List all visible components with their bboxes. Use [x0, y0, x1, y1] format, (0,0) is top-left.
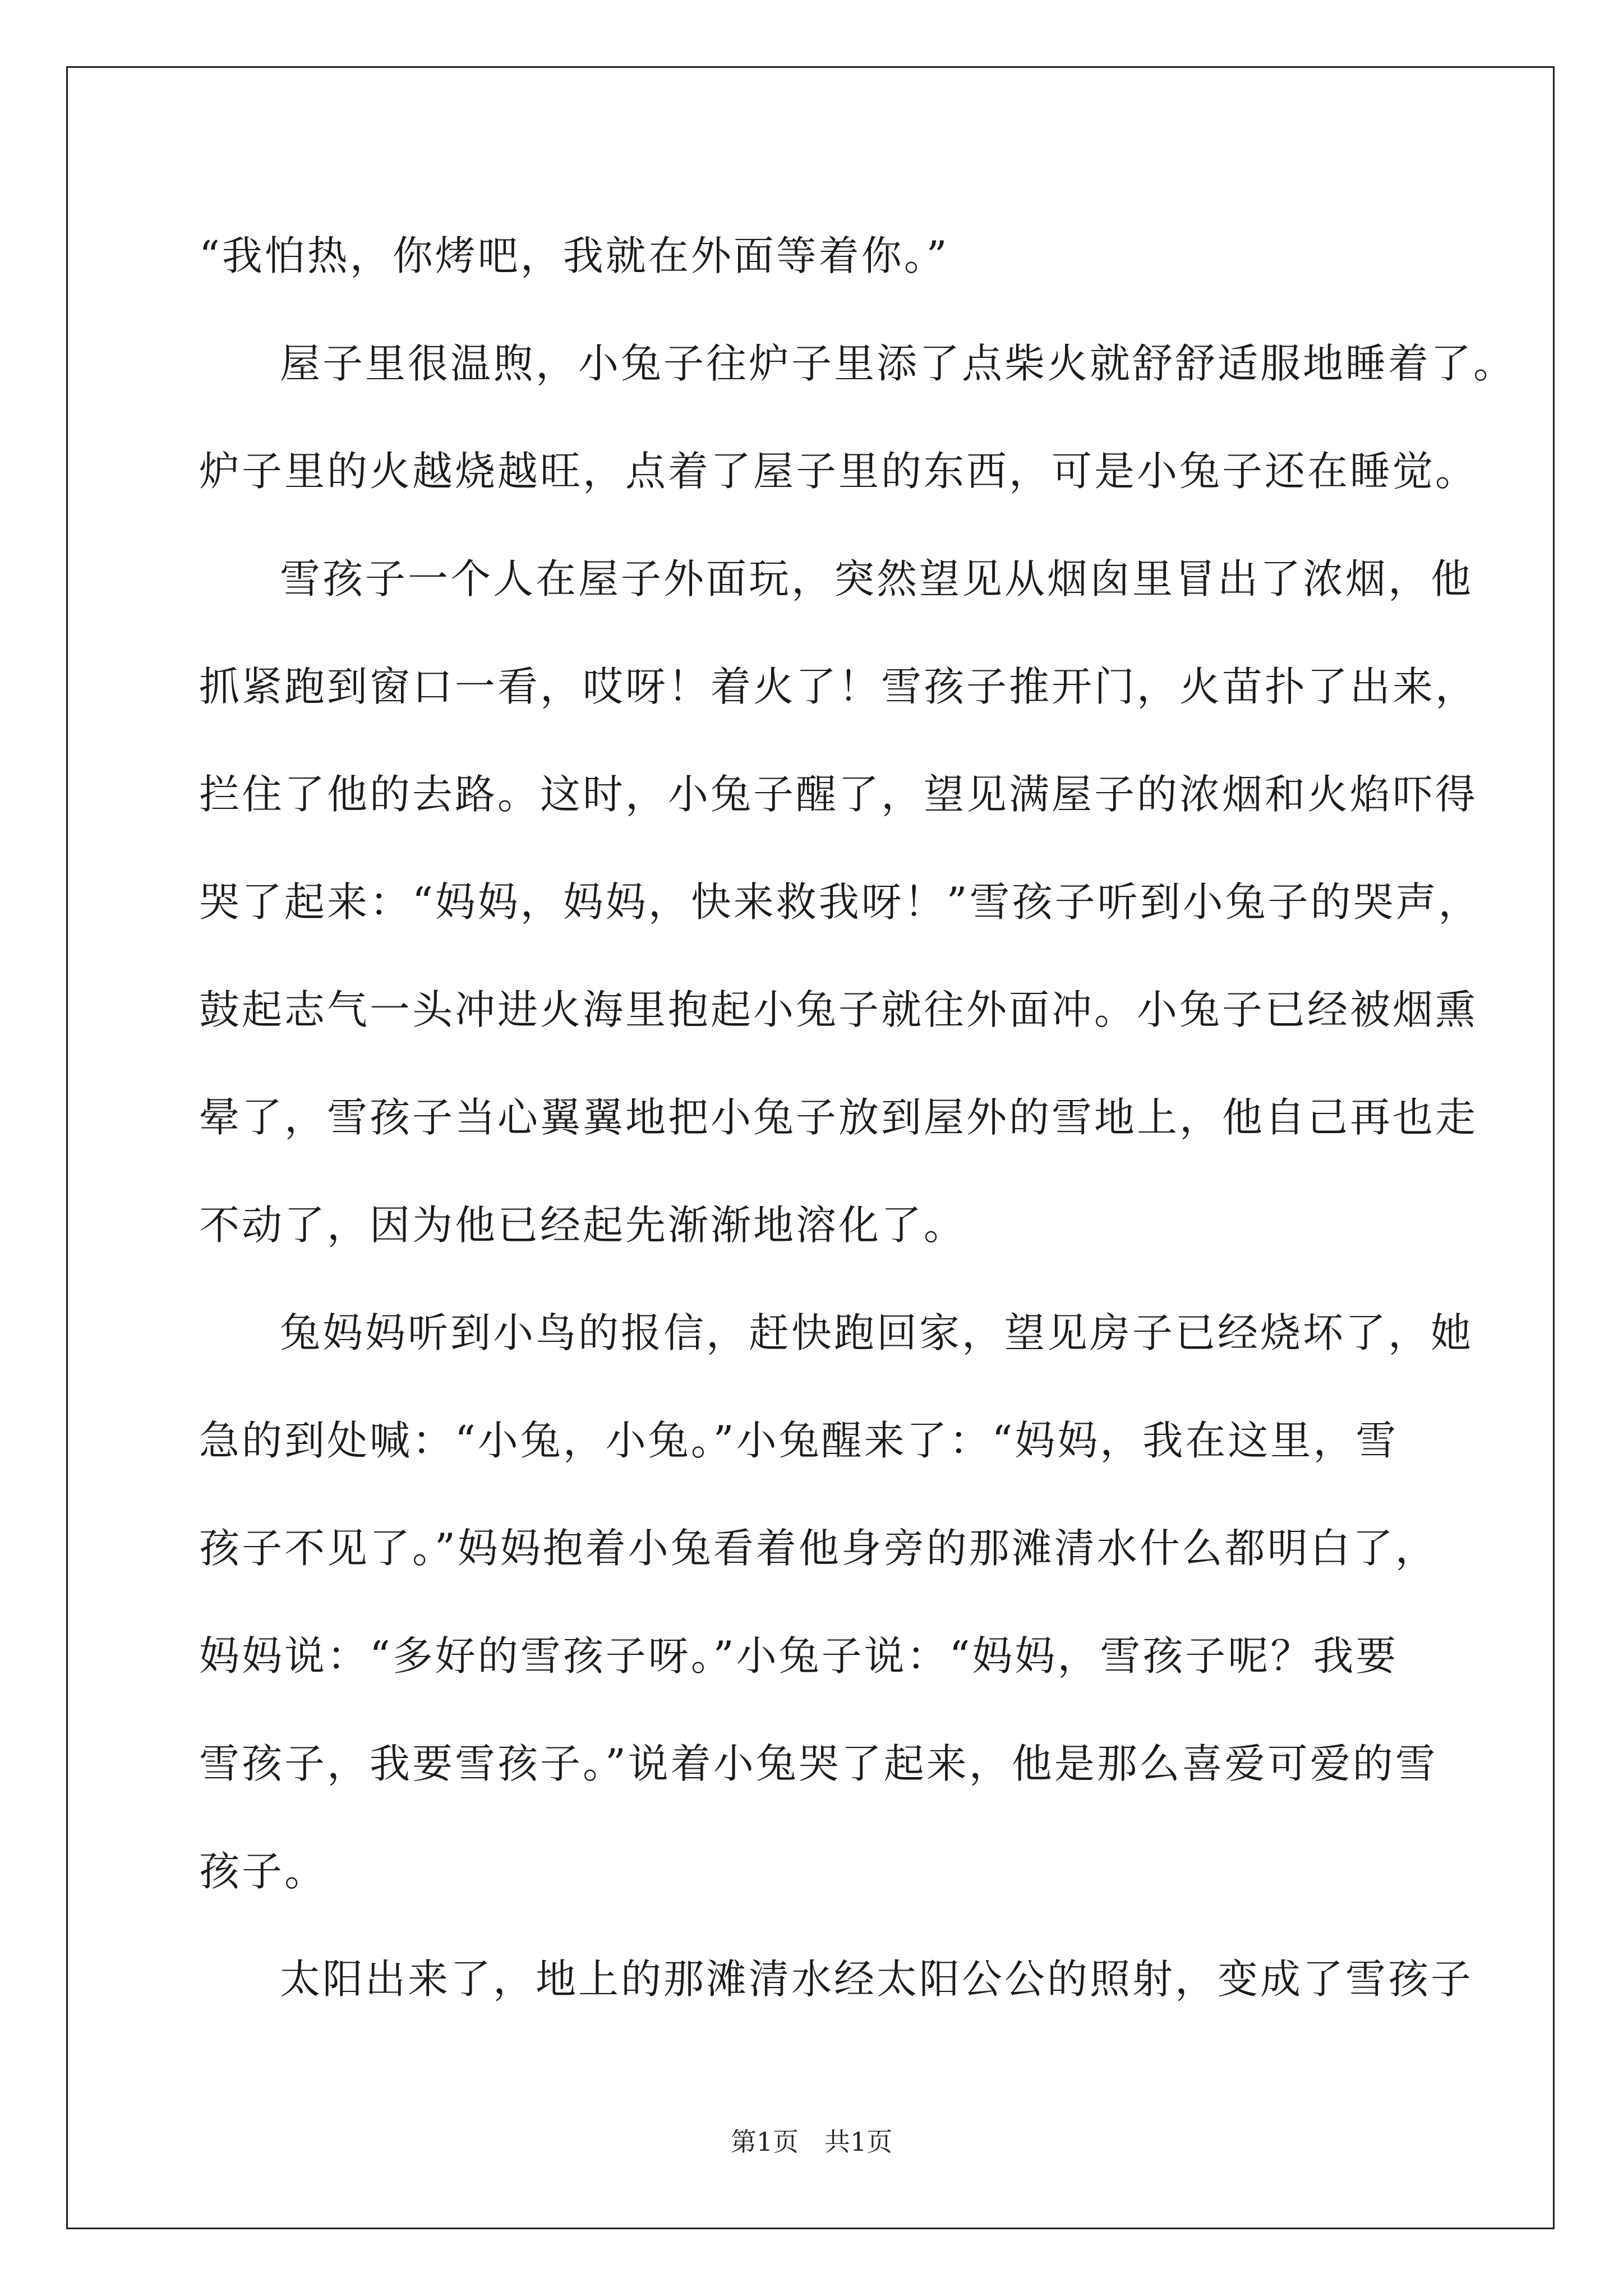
text-line: 兔妈妈听到小鸟的报信，赶快跑回家，望见房子已经烧坏了，她 [280, 1309, 1474, 1356]
text-line: 拦住了他的去路。这时，小兔子醒了，望见满屋子的浓烟和火焰吓得 [199, 771, 1478, 818]
text-line: “我怕热，你烤吧，我就在外面等着你。” [199, 232, 949, 279]
text-line: 妈妈说：“多好的雪孩子呀。”小兔子说：“妈妈，雪孩子呢？我要 [199, 1632, 1399, 1680]
text-line: 晕了，雪孩子当心翼翼地把小兔子放到屋外的雪地上，他自己再也走 [199, 1094, 1478, 1141]
document-body [199, 202, 1516, 2033]
text-line: 太阳出来了，地上的那滩清水经太阳公公的照射，变成了雪孩子 [280, 1955, 1474, 2003]
text-line: 炉子里的火越烧越旺，点着了屋子里的东西，可是小兔子还在睡觉。 [199, 448, 1478, 495]
text-line: 孩子不见了。”妈妈抱着小兔看着他身旁的那滩清水什么都明白了， [199, 1525, 1438, 1572]
page-number: 第1页 共1页 [730, 2127, 893, 2157]
text-line: 哭了起来：“妈妈，妈妈，快来救我呀！”雪孩子听到小兔子的哭声， [199, 878, 1481, 926]
text-line: 鼓起志气一头冲进火海里抱起小兔子就往外面冲。小兔子已经被烟熏 [199, 986, 1478, 1033]
text-line: 急的到处喊：“小兔，小兔。”小兔醒来了：“妈妈，我在这里，雪 [199, 1417, 1399, 1464]
text-line: 雪孩子一个人在屋子外面玩，突然望见从烟囱里冒出了浓烟，他 [280, 555, 1474, 602]
text-line: 屋子里很温煦，小兔子往炉子里添了点柴火就舒舒适服地睡着了。 [280, 340, 1516, 387]
text-line: 不动了，因为他已经起先渐渐地溶化了。 [199, 1202, 967, 1249]
text-line: 抓紧跑到窗口一看，哎呀！着火了！雪孩子推开门，火苗扑了出来， [199, 663, 1478, 710]
text-line: 孩子。 [199, 1848, 328, 1895]
text-line: 雪孩子，我要雪孩子。”说着小兔哭了起来，他是那么喜爱可爱的雪 [199, 1740, 1438, 1787]
